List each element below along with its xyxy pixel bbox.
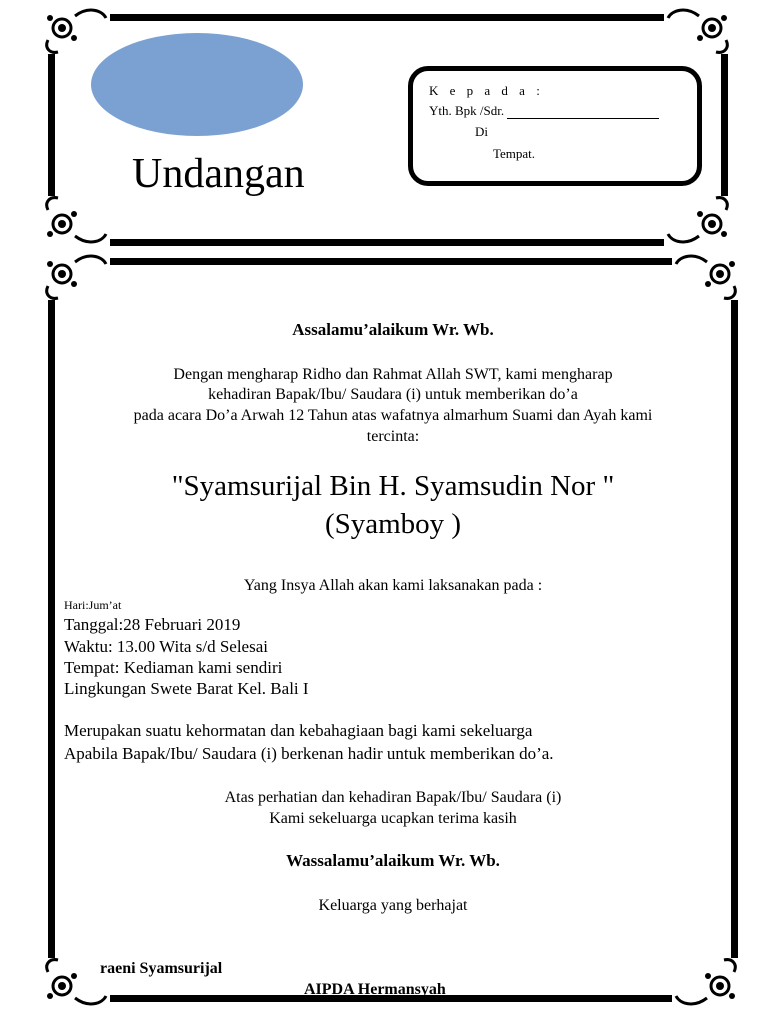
time-text: Waktu: 13.00 Wita s/d Selesai <box>64 637 268 656</box>
honor-line: Apabila Bapak/Ibu/ Saudara (i) berkenan hadir untuk memberikan do’a. <box>64 744 554 763</box>
place-label: Tempat. <box>493 146 536 161</box>
decorative-oval <box>91 33 303 136</box>
corner-ornament-icon <box>40 250 110 300</box>
thanks-line: Kami sekeluarga ucapkan terima kasih <box>269 810 517 827</box>
page-title: Undangan <box>132 151 305 197</box>
intro-line: pada acara Do’a Arwah 12 Tahun atas wafatnya almarhum Suami dan Ayah kami <box>133 407 653 424</box>
deceased-nickname: (Syamboy ) <box>324 508 462 540</box>
signer-name: raeni Syamsurijal <box>100 960 223 977</box>
recipient-label: Yth. Bpk /Sdr. <box>429 103 659 119</box>
corner-ornament-icon <box>672 958 742 1008</box>
intro-line: kehadiran Bapak/Ibu/ Saudara (i) untuk memberikan do’a <box>208 386 578 403</box>
closing-greeting: Wassalamu’alaikum Wr. Wb. <box>286 851 500 870</box>
family-text: Keluarga yang berhajat <box>318 897 468 914</box>
deceased-name: "Syamsurijal Bin H. Syamsudin Nor " <box>171 470 615 502</box>
to-label: K e p a d a : <box>429 83 544 98</box>
corner-ornament-icon <box>664 196 734 246</box>
day-text: Hari:Jum’at <box>64 598 122 612</box>
corner-ornament-icon <box>664 4 734 54</box>
recipient-line <box>507 106 659 119</box>
thanks-line: Atas perhatian dan kehadiran Bapak/Ibu/ Saudara (i) <box>224 789 562 806</box>
corner-ornament-icon <box>672 250 742 300</box>
intro-line: tercinta: <box>366 428 420 445</box>
corner-ornament-icon <box>40 4 110 54</box>
location-text: Lingkungan Swete Barat Kel. Bali I <box>64 679 309 698</box>
address-box <box>408 66 702 186</box>
signer-name: AIPDA Hermansyah <box>304 981 446 998</box>
at-label: Di <box>475 124 488 139</box>
corner-ornament-icon <box>40 196 110 246</box>
intro-line: Dengan mengharap Ridho dan Rahmat Allah SWT, kami mengharap <box>173 366 613 383</box>
place-text: Tempat: Kediaman kami sendiri <box>64 658 283 677</box>
honor-line: Merupakan suatu kehormatan dan kebahagiaan bagi kami sekeluarga <box>64 721 533 740</box>
schedule-intro: Yang Insya Allah akan kami laksanakan pada : <box>243 577 543 594</box>
greeting: Assalamu’alaikum Wr. Wb. <box>292 320 494 339</box>
date-text: Tanggal:28 Februari 2019 <box>64 615 241 634</box>
